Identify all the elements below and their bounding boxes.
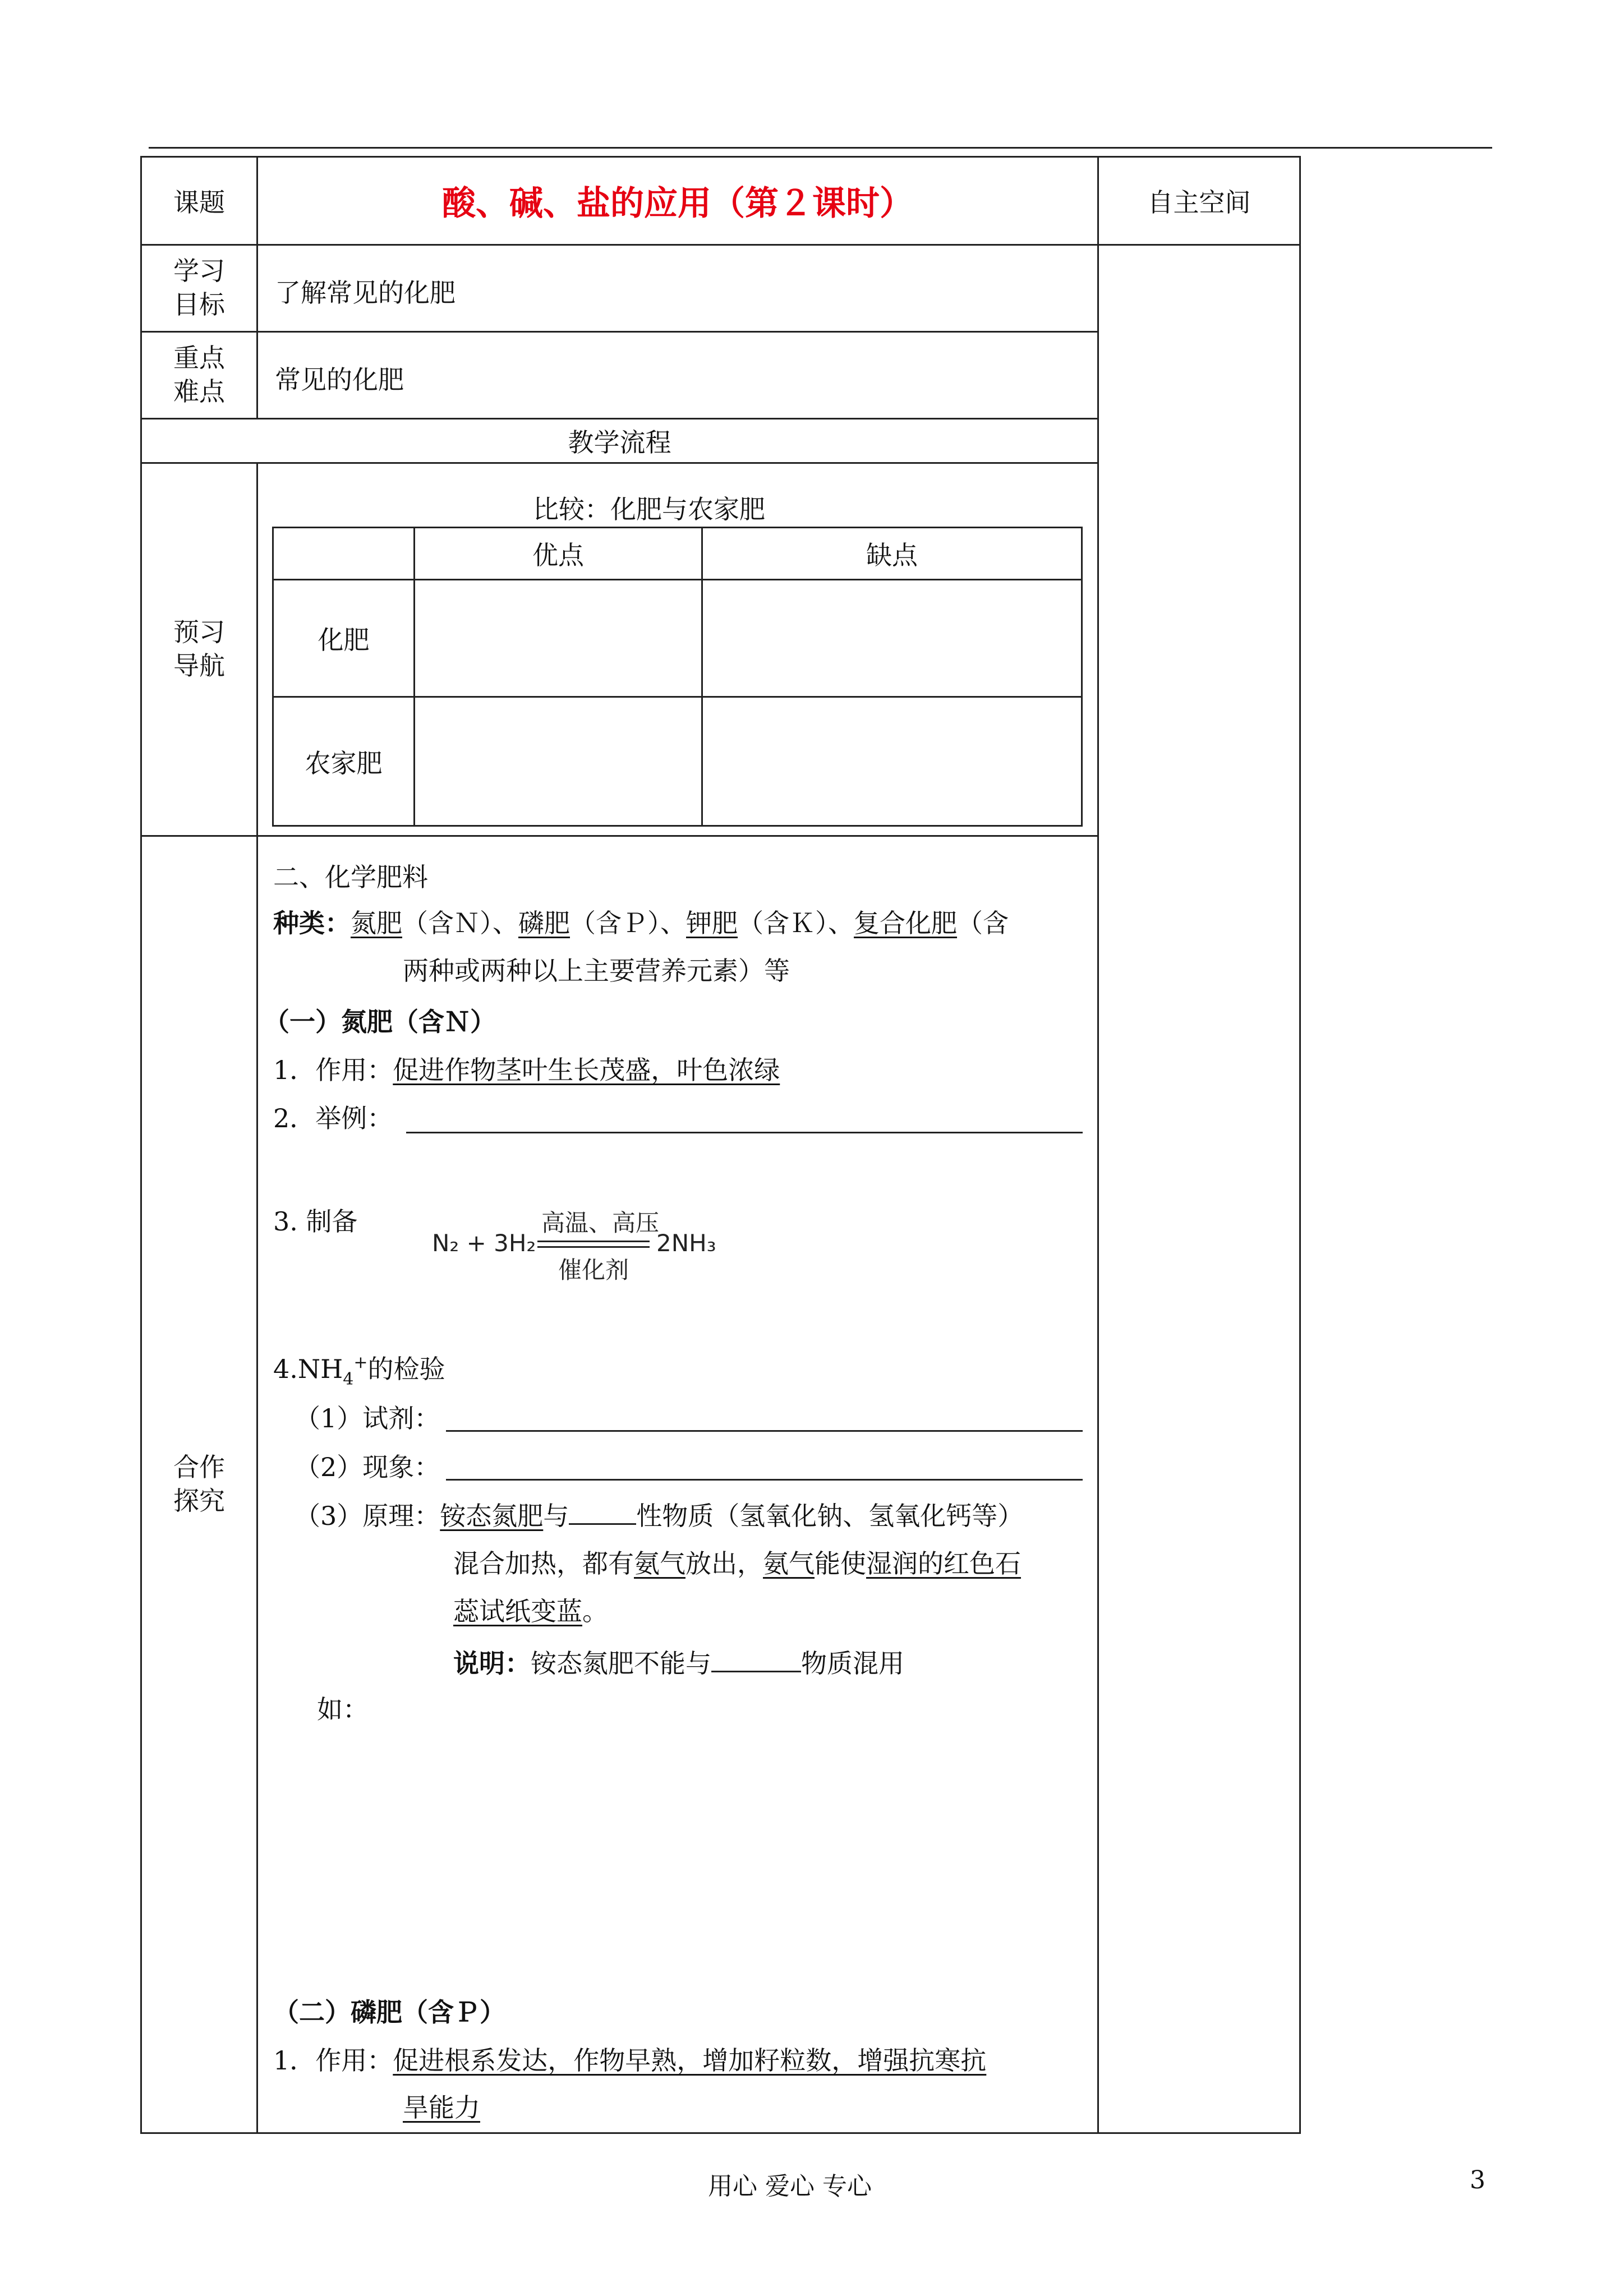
explore-label-2: 探究: [173, 1486, 225, 1516]
comparison-row-farm-manure: 农家肥: [272, 696, 415, 827]
footer-motto: 用心 爱心 专心: [708, 2172, 872, 2201]
key-label-2: 难点: [173, 376, 225, 407]
page-number: 3: [1470, 2166, 1485, 2194]
kinds-line: 种类：氮肥（含Ｎ）、磷肥（含Ｐ）、钾肥（含Ｋ）、复合化肥（含: [273, 908, 1009, 938]
manure-cons-cell[interactable]: [701, 696, 1083, 827]
goal-text: 了解常见的化肥: [275, 278, 456, 308]
key-text-cell: [256, 331, 1099, 419]
explore-label-1: 合作: [173, 1452, 225, 1483]
kinds-line-2: 两种或两种以上主要营养元素）等: [403, 956, 790, 986]
reagent-blank[interactable]: [446, 1430, 1083, 1432]
key-label-cell: [140, 331, 258, 419]
comparison-table-header-empty: [272, 527, 415, 580]
equation-bar: [537, 1241, 650, 1242]
nitrogen-use-line: 1．作用：促进作物茎叶生长茂盛，叶色浓绿: [273, 1055, 780, 1085]
reagent-label: （1）试剂：: [295, 1403, 440, 1433]
side-title-cell: [1097, 156, 1301, 246]
nitrogen-example-label: 2．举例：: [273, 1103, 393, 1133]
ke-ti-cell: [140, 156, 258, 246]
nitrogen-example-blank[interactable]: [406, 1132, 1083, 1133]
comparison-row-chemical-fertilizer: 化肥: [272, 579, 415, 698]
phosphorus-use-line-1: 1．作用：促进根系发达，作物早熟，增加籽粒数，增强抗寒抗: [273, 2045, 987, 2076]
note-blank[interactable]: [711, 1670, 801, 1672]
preview-label-2: 导航: [173, 651, 225, 681]
explore-label-cell: [140, 835, 258, 2134]
comparison-header-cons: 缺点: [701, 527, 1083, 580]
goal-label-1: 学习: [173, 256, 225, 287]
comparison-caption: 比较：化肥与农家肥: [533, 494, 765, 524]
equation-left: N₂ + 3H₂: [432, 1229, 536, 1257]
equation-bar-2: [537, 1246, 650, 1248]
chemical-pros-cell[interactable]: [413, 579, 703, 698]
phenomenon-blank[interactable]: [446, 1479, 1083, 1481]
nh4-test-title: $4.NH_4^+$的检验: [273, 1353, 445, 1389]
equation-condition-above: 高温、高压: [541, 1209, 660, 1237]
nitrogen-title: （一）氮肥（含Ｎ）: [264, 1007, 496, 1037]
phosphorus-use-line-2: 旱能力: [403, 2092, 480, 2123]
ke-ti-label: 课题: [173, 187, 225, 218]
nitrogen-prep-label: 3. 制备: [273, 1206, 358, 1237]
comparison-header-pros: 优点: [413, 527, 703, 580]
key-label-1: 重点: [173, 343, 225, 374]
principle-line-2: 混合加热，都有氨气放出，氨气能使湿润的红色石: [453, 1548, 1021, 1579]
preview-label-cell: [140, 462, 258, 837]
equation-condition-below: 催化剂: [558, 1256, 629, 1284]
flow-label: 教学流程: [568, 427, 671, 458]
phenomenon-label: （2）现象：: [295, 1452, 440, 1482]
header-rule: [149, 147, 1492, 149]
flow-row: [140, 418, 1099, 464]
note-line: 说明：铵态氮肥不能与 物质混用: [453, 1648, 904, 1679]
principle-blank[interactable]: [569, 1523, 636, 1525]
preview-label-1: 预习: [173, 617, 225, 648]
manure-pros-cell[interactable]: [413, 696, 703, 827]
equation-right: 2NH₃: [656, 1229, 716, 1257]
phosphorus-title: （二）磷肥（含Ｐ）: [273, 1997, 505, 2027]
self-study-column: [1097, 244, 1301, 2134]
principle-line-1: （3）原理：铵态氮肥与 性物质（氢氧化钠、氢氧化钙等）: [295, 1501, 1024, 1531]
goal-text-cell: [256, 244, 1099, 333]
principle-line-3: 蕊试纸变蓝。: [453, 1596, 608, 1626]
goal-label-cell: [140, 244, 258, 333]
side-title: 自主空间: [1147, 187, 1251, 218]
goal-label-2: 目标: [173, 289, 225, 320]
page-title: 酸、碱、盐的应用（第２课时）: [442, 184, 913, 223]
key-text: 常见的化肥: [275, 365, 404, 395]
chemical-cons-cell[interactable]: [701, 579, 1083, 698]
such-as-label: 如：: [317, 1694, 369, 1725]
section-title: 二、化学肥料: [273, 862, 428, 892]
title-cell: [256, 156, 1099, 246]
